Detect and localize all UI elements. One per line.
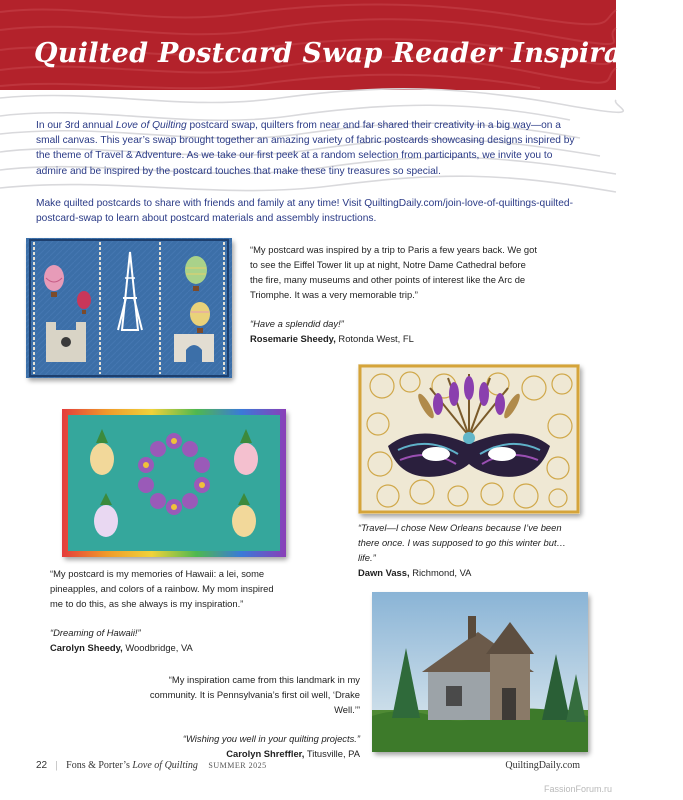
quote-text: “Travel—I chose New Orleans because I’ve been there once. I was supposed to go this winter but…life.” bbox=[358, 522, 566, 563]
footer-separator: | bbox=[55, 760, 58, 771]
author-location: Titusville, PA bbox=[304, 748, 360, 759]
intro-magazine-name: Love of Quilting bbox=[115, 120, 187, 131]
author-name: Carolyn Shreffler, bbox=[226, 748, 305, 759]
author-location: Richmond, VA bbox=[409, 567, 472, 578]
paris-postcard-image bbox=[26, 238, 232, 378]
issue-season: SUMMER 2025 bbox=[208, 761, 267, 770]
author-name: Carolyn Sheedy, bbox=[50, 642, 123, 653]
magazine-name bbox=[66, 760, 198, 771]
hawaii-postcard-image bbox=[62, 409, 286, 557]
drake-well-postcard-image bbox=[372, 592, 588, 752]
quote-signoff: “Wishing you well in your quilting projects.” bbox=[182, 733, 360, 744]
quote-block-dawn bbox=[358, 520, 580, 580]
quote-block-carolyn-sheedy bbox=[50, 566, 280, 655]
page-number: 22 bbox=[36, 760, 48, 771]
quote-author bbox=[50, 640, 280, 655]
quote-author bbox=[358, 565, 580, 580]
author-name: Dawn Vass, bbox=[358, 567, 410, 578]
intro-text-rest: postcard swap, quilters from near and far shared their creativity in a big way—on a small canvas. This year’s swap brought together an amazing variety of fabric postcards showcasing designs inspired by the theme of Travel & Adventure. As we take our first peek at a random selection from participants, we invite you to admire and be inspired by the postcard touches that make these tiny treasures so special. bbox=[36, 120, 575, 177]
quote-signoff: “Have a splendid day!” bbox=[250, 318, 344, 329]
intro-paragraph bbox=[36, 118, 576, 179]
quote-signoff: “Dreaming of Hawaii!” bbox=[50, 627, 141, 638]
magazine-title: Love of Quilting bbox=[132, 760, 198, 771]
quote-block-carolyn-shreffler bbox=[140, 672, 360, 761]
instructions-paragraph: Make quilted postcards to share with friends and family at any time! Visit QuiltingDaily.com/join-love-of-quiltings-quilted-postcard-swap to learn about postcard materials and assembly instructions. bbox=[36, 198, 573, 225]
author-location: Rotonda West, FL bbox=[335, 333, 414, 344]
quote-text: “My inspiration came from this landmark in my community. It is Pennsylvania’s first oil well, ‘Drake Well.’” bbox=[149, 674, 360, 715]
quote-author bbox=[250, 331, 540, 346]
quote-block-rosemarie bbox=[250, 242, 540, 346]
page-footer bbox=[36, 760, 580, 776]
page-title: Quilted Postcard Swap Reader Inspiration bbox=[34, 38, 683, 69]
mardi-gras-mask-postcard-image bbox=[358, 364, 580, 514]
quote-author bbox=[140, 746, 360, 761]
author-name: Rosemarie Sheedy, bbox=[250, 333, 336, 344]
watermark: FassionForum.ru bbox=[543, 784, 612, 794]
website-link[interactable]: QuiltingDaily.com bbox=[505, 760, 580, 771]
quote-text: “My postcard is my memories of Hawaii: a lei, some pineapples, and colors of a rainbow. My mom inspired me to do this, as she always is my inspiration.” bbox=[50, 568, 274, 609]
magazine-brand: Fons & Porter’s bbox=[66, 760, 133, 771]
author-location: Woodbridge, VA bbox=[122, 642, 193, 653]
quote-text: “My postcard was inspired by a trip to Paris a few years back. We got to see the Eiffel Tower lit up at night, Notre Dame Cathedral before the fire, many museums and other points of interest like the Arc de Triomphe. It was a very memorable trip.” bbox=[250, 244, 537, 300]
header-banner bbox=[0, 0, 683, 90]
intro-text-start: In our 3rd annual bbox=[36, 120, 116, 131]
